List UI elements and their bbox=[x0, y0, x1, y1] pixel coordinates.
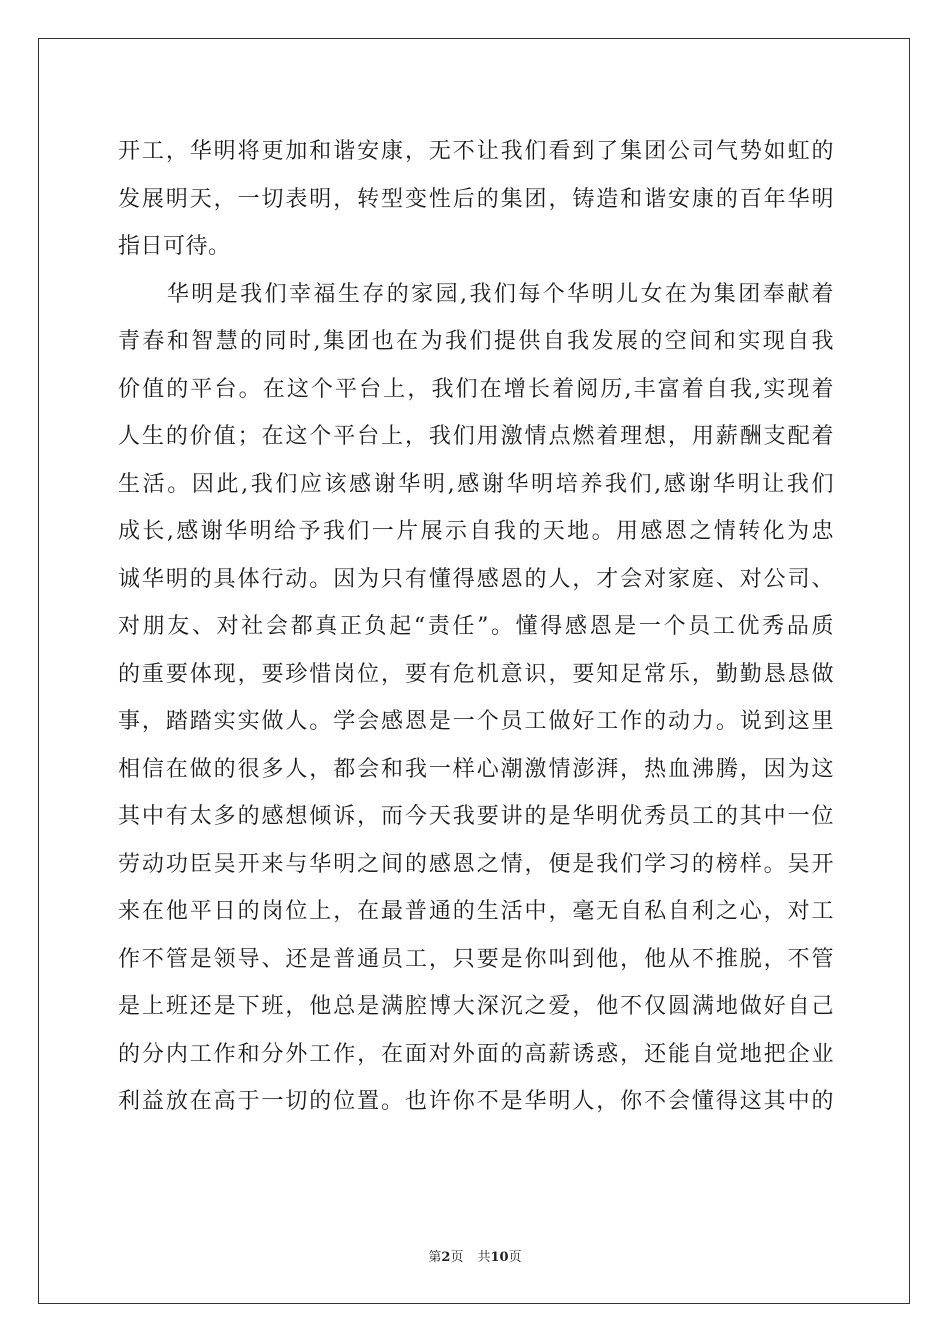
text-line: 劳动功臣吴开来与华明之间的感恩之情，便是我们学习的榜样。吴开 bbox=[118, 851, 834, 877]
page-footer bbox=[0, 1246, 950, 1265]
text-line: 华明是我们幸福生存的家园,我们每个华明儿女在为集团奉献着 bbox=[118, 281, 834, 307]
text-line: 其中有太多的感想倾诉，而今天我要讲的是华明优秀员工的其中一位 bbox=[118, 804, 834, 829]
text-line: 对朋友、对社会都真正负起“责任”。懂得感恩是一个员工优秀品质 bbox=[118, 614, 834, 639]
text-line: 开工，华明将更加和谐安康，无不让我们看到了集团公司气势如虹的 bbox=[118, 139, 834, 164]
text-line: 人生的价值；在这个平台上，我们用激情点燃着理想，用薪酬支配着 bbox=[118, 424, 834, 449]
text-line: 指日可待。 bbox=[118, 234, 231, 259]
document-body bbox=[118, 128, 834, 1126]
text-line: 诚华明的具体行动。因为只有懂得感恩的人，才会对家庭、对公司、 bbox=[118, 566, 834, 592]
text-line: 事，踏踏实实做人。学会感恩是一个员工做好工作的动力。说到这里 bbox=[118, 709, 834, 734]
text-line: 是上班还是下班，他总是满腔博大深沉之爱，他不仅圆满地做好自己 bbox=[118, 994, 834, 1019]
text-line: 生活。因此,我们应该感谢华明,感谢华明培养我们,感谢华明让我们 bbox=[118, 471, 834, 497]
text-line: 来在他平日的岗位上，在最普通的生活中，毫无自私自利之心，对工 bbox=[118, 899, 834, 924]
text-line: 的分内工作和分外工作，在面对外面的高薪诱惑，还能自觉地把企业 bbox=[118, 1041, 834, 1067]
text-line: 青春和智慧的同时,集团也在为我们提供自我发展的空间和实现自我 bbox=[118, 329, 834, 354]
text-line: 成长,感谢华明给予我们一片展示自我的天地。用感恩之情转化为忠 bbox=[118, 519, 834, 544]
total-prefix: 共 bbox=[477, 1250, 491, 1265]
page-total: 10 bbox=[490, 1250, 509, 1265]
total-suffix: 页 bbox=[508, 1250, 522, 1265]
text-line: 利益放在高于一切的位置。也许你不是华明人，你不会懂得这其中的 bbox=[118, 1089, 834, 1114]
page-prefix: 第 bbox=[428, 1250, 442, 1265]
text-line: 价值的平台。在这个平台上，我们在增长着阅历,丰富着自我,实现着 bbox=[118, 376, 834, 402]
page-suffix: 页 bbox=[450, 1250, 464, 1265]
text-line: 的重要体现，要珍惜岗位，要有危机意识，要知足常乐，勤勤恳恳做 bbox=[118, 661, 834, 687]
page-current: 2 bbox=[441, 1250, 451, 1265]
text-line: 作不管是领导、还是普通员工，只要是你叫到他，他从不推脱，不管 bbox=[118, 946, 834, 972]
text-line: 相信在做的很多人，都会和我一样心潮激情澎湃，热血沸腾，因为这 bbox=[118, 756, 834, 782]
text-line: 发展明天，一切表明，转型变性后的集团，铸造和谐安康的百年华明 bbox=[118, 186, 834, 212]
